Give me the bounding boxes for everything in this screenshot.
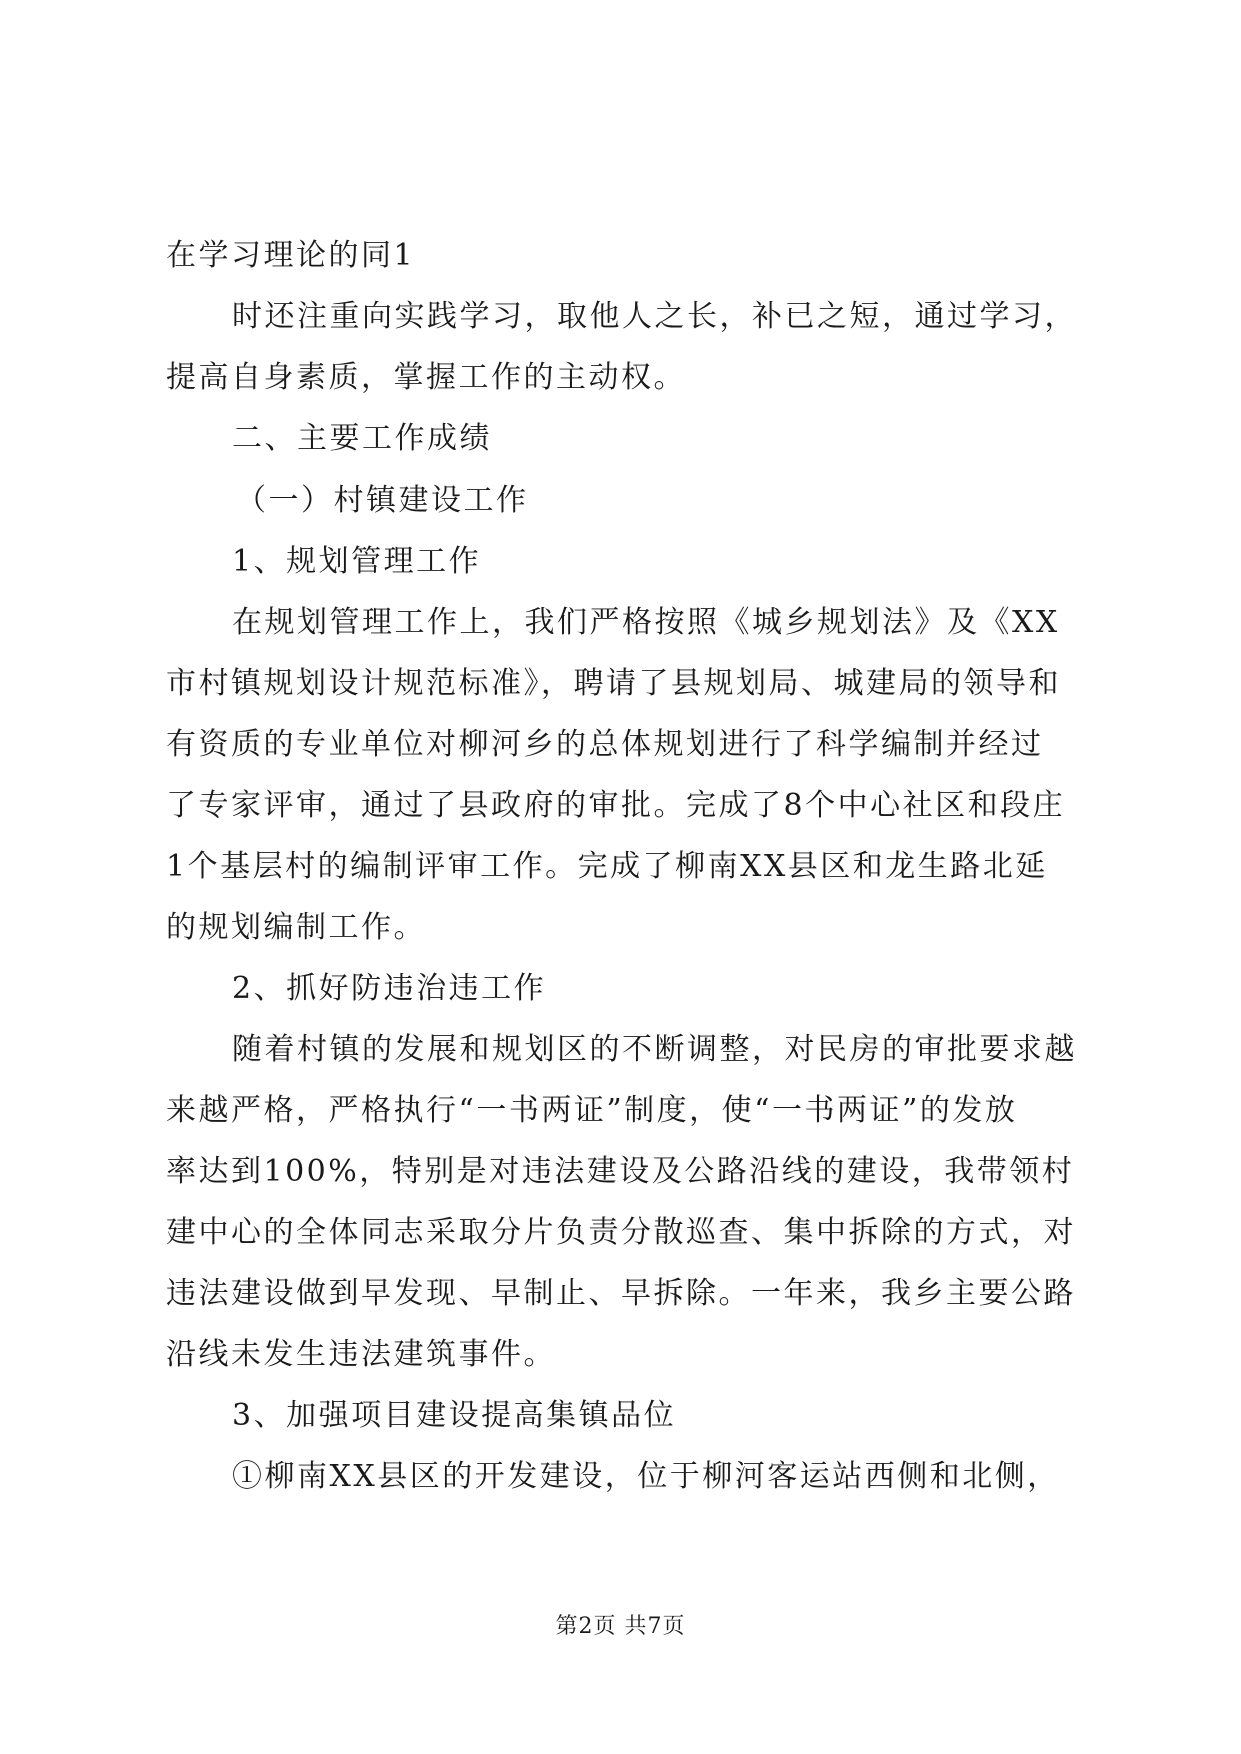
text-line: ①柳南XX县区的开发建设，位于柳河客运站西侧和北侧， — [232, 1459, 1060, 1494]
section-heading: 二、主要工作成绩 — [232, 421, 492, 456]
text-line: 有资质的专业单位对柳河乡的总体规划进行了科学编制并经过 — [166, 727, 1044, 762]
text-line: 市村镇规划设计规范标准》，聘请了县规划局、城建局的领导和 — [166, 666, 1061, 701]
text-line: 时还注重向实践学习，取他人之长，补已之短，通过学习， — [232, 299, 1077, 334]
text-line: 提高自身素质，掌握工作的主动权。 — [166, 360, 686, 395]
text-line: 的规划编制工作。 — [166, 910, 426, 945]
text-line: 在规划管理工作上，我们严格按照《城乡规划法》及《XX — [232, 605, 1060, 640]
text-line: 随着村镇的发展和规划区的不断调整，对民房的审批要求越 — [232, 1032, 1077, 1067]
text-line: 违法建设做到早发现、早制止、早拆除。一年来，我乡主要公路 — [166, 1276, 1076, 1311]
text-line: 来越严格，严格执行“一书两证”制度，使“一书两证”的发放 — [166, 1093, 1018, 1128]
text-line: 沿线未发生违法建筑事件。 — [166, 1337, 556, 1372]
page-footer: 第2页 共7页 — [555, 1614, 686, 1639]
text-line: 了专家评审，通过了县政府的审批。完成了8个中心社区和段庄 — [166, 788, 1066, 823]
item-heading: 2、抓好防违治违工作 — [232, 971, 547, 1006]
text-line: 率达到100%，特别是对违法建设及公路沿线的建设，我带领村 — [166, 1154, 1075, 1189]
item-heading: 1、规划管理工作 — [232, 544, 482, 579]
text-line: 在学习理论的同1 — [166, 238, 416, 273]
subsection-heading: （一）村镇建设工作 — [236, 483, 529, 518]
text-line: 1个基层村的编制评审工作。完成了柳南XX县区和龙生路北延 — [166, 849, 1048, 884]
item-heading: 3、加强项目建设提高集镇品位 — [232, 1398, 677, 1433]
text-line: 建中心的全体同志采取分片负责分散巡查、集中拆除的方式，对 — [166, 1215, 1076, 1250]
